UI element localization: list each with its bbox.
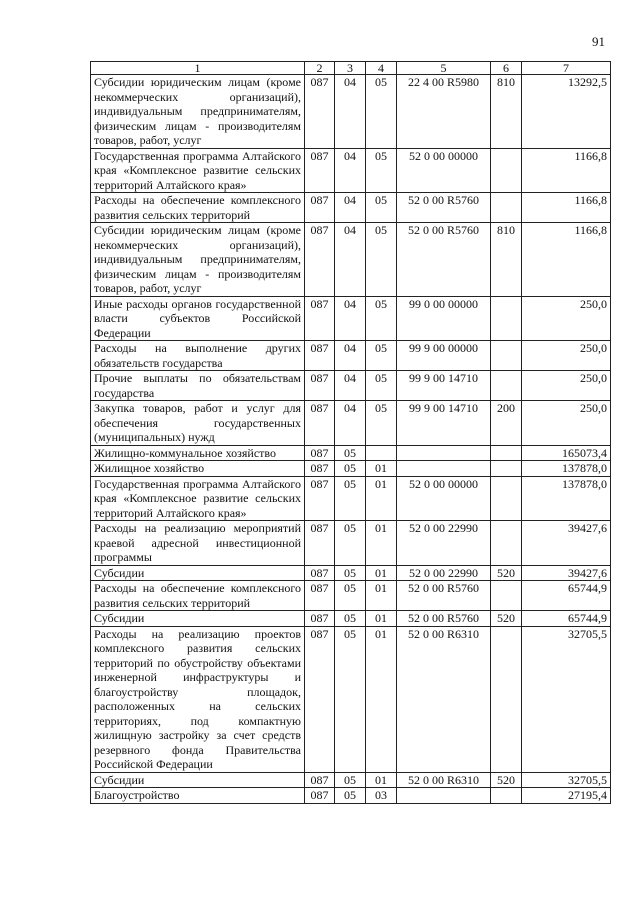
- subsection-code-cell: 05: [366, 371, 397, 401]
- section-code-cell: 04: [335, 296, 366, 341]
- table-row: [91, 223, 611, 297]
- table-row: [91, 445, 611, 461]
- section-code-cell: 05: [335, 565, 366, 581]
- section-code-cell: 05: [335, 445, 366, 461]
- target-article-cell: 52 0 00 00000: [397, 148, 491, 193]
- expense-type-cell: [491, 148, 522, 193]
- target-article-cell: 52 0 00 R6310: [397, 772, 491, 788]
- section-code-cell: 04: [335, 401, 366, 446]
- target-article-cell: 99 9 00 14710: [397, 401, 491, 446]
- section-code-cell: 04: [335, 148, 366, 193]
- table-row: [91, 75, 611, 149]
- expense-type-cell: 520: [491, 772, 522, 788]
- item-name-cell: Субсидии юридическим лицам (кроме некоммерческих организаций), индивидуальным предпринимателям, физическим лицам - производителям товаров, работ, услуг: [91, 75, 305, 149]
- expense-type-cell: [491, 371, 522, 401]
- grbs-code-cell: 087: [305, 611, 335, 627]
- table-row: [91, 461, 611, 477]
- column-header: 6: [491, 62, 522, 75]
- target-article-cell: 52 0 00 R5760: [397, 611, 491, 627]
- table-row: [91, 401, 611, 446]
- column-header: 5: [397, 62, 491, 75]
- grbs-code-cell: 087: [305, 148, 335, 193]
- table-row: [91, 788, 611, 804]
- target-article-cell: 99 9 00 00000: [397, 341, 491, 371]
- table-row: [91, 296, 611, 341]
- table-row: [91, 371, 611, 401]
- grbs-code-cell: 087: [305, 401, 335, 446]
- item-name-cell: Государственная программа Алтайского края «Комплексное развитие сельских территорий Алтайского края»: [91, 476, 305, 521]
- expense-type-cell: [491, 341, 522, 371]
- expense-type-cell: [491, 461, 522, 477]
- subsection-code-cell: 05: [366, 296, 397, 341]
- grbs-code-cell: 087: [305, 341, 335, 371]
- grbs-code-cell: 087: [305, 521, 335, 566]
- subsection-code-cell: 01: [366, 772, 397, 788]
- table-row: [91, 611, 611, 627]
- target-article-cell: 52 0 00 22990: [397, 521, 491, 566]
- expense-type-cell: 810: [491, 223, 522, 297]
- grbs-code-cell: 087: [305, 223, 335, 297]
- expense-type-cell: 520: [491, 611, 522, 627]
- target-article-cell: [397, 788, 491, 804]
- amount-cell: 1166,8: [522, 223, 611, 297]
- expense-type-cell: [491, 788, 522, 804]
- column-header: 2: [305, 62, 335, 75]
- grbs-code-cell: 087: [305, 476, 335, 521]
- item-name-cell: Прочие выплаты по обязательствам государства: [91, 371, 305, 401]
- target-article-cell: 99 0 00 00000: [397, 296, 491, 341]
- target-article-cell: [397, 461, 491, 477]
- item-name-cell: Субсидии: [91, 565, 305, 581]
- grbs-code-cell: 087: [305, 75, 335, 149]
- table-row: [91, 476, 611, 521]
- grbs-code-cell: 087: [305, 788, 335, 804]
- page-number: 91: [592, 34, 605, 49]
- subsection-code-cell: 05: [366, 75, 397, 149]
- item-name-cell: Жилищное хозяйство: [91, 461, 305, 477]
- expense-type-cell: 200: [491, 401, 522, 446]
- subsection-code-cell: [366, 445, 397, 461]
- subsection-code-cell: 01: [366, 626, 397, 772]
- amount-cell: 137878,0: [522, 476, 611, 521]
- item-name-cell: Государственная программа Алтайского края «Комплексное развитие сельских территорий Алтайского края»: [91, 148, 305, 193]
- item-name-cell: Расходы на реализацию мероприятий краевой адресной инвестиционной программы: [91, 521, 305, 566]
- item-name-cell: Расходы на выполнение других обязательств государства: [91, 341, 305, 371]
- subsection-code-cell: 01: [366, 461, 397, 477]
- subsection-code-cell: 01: [366, 565, 397, 581]
- subsection-code-cell: 01: [366, 611, 397, 627]
- target-article-cell: 22 4 00 R5980: [397, 75, 491, 149]
- grbs-code-cell: 087: [305, 296, 335, 341]
- header-row: [91, 62, 611, 75]
- amount-cell: 250,0: [522, 296, 611, 341]
- target-article-cell: 52 0 00 R5760: [397, 581, 491, 611]
- column-header: 7: [522, 62, 611, 75]
- subsection-code-cell: 03: [366, 788, 397, 804]
- grbs-code-cell: 087: [305, 772, 335, 788]
- expense-type-cell: [491, 581, 522, 611]
- expense-type-cell: [491, 476, 522, 521]
- amount-cell: 1166,8: [522, 148, 611, 193]
- table-row: [91, 565, 611, 581]
- section-code-cell: 04: [335, 223, 366, 297]
- section-code-cell: 05: [335, 788, 366, 804]
- amount-cell: 27195,4: [522, 788, 611, 804]
- grbs-code-cell: 087: [305, 445, 335, 461]
- target-article-cell: [397, 445, 491, 461]
- section-code-cell: 04: [335, 75, 366, 149]
- grbs-code-cell: 087: [305, 581, 335, 611]
- subsection-code-cell: 01: [366, 476, 397, 521]
- target-article-cell: 52 0 00 22990: [397, 565, 491, 581]
- target-article-cell: 52 0 00 00000: [397, 476, 491, 521]
- target-article-cell: 52 0 00 R5760: [397, 223, 491, 297]
- section-code-cell: 05: [335, 772, 366, 788]
- expense-type-cell: [491, 193, 522, 223]
- amount-cell: 39427,6: [522, 521, 611, 566]
- column-header: 4: [366, 62, 397, 75]
- grbs-code-cell: 087: [305, 193, 335, 223]
- section-code-cell: 04: [335, 371, 366, 401]
- target-article-cell: 52 0 00 R5760: [397, 193, 491, 223]
- table-row: [91, 626, 611, 772]
- section-code-cell: 05: [335, 521, 366, 566]
- section-code-cell: 05: [335, 581, 366, 611]
- subsection-code-cell: 01: [366, 521, 397, 566]
- subsection-code-cell: 05: [366, 223, 397, 297]
- amount-cell: 1166,8: [522, 193, 611, 223]
- amount-cell: 250,0: [522, 371, 611, 401]
- expense-type-cell: [491, 626, 522, 772]
- amount-cell: 250,0: [522, 401, 611, 446]
- column-header: 1: [91, 62, 305, 75]
- subsection-code-cell: 05: [366, 148, 397, 193]
- subsection-code-cell: 05: [366, 193, 397, 223]
- section-code-cell: 05: [335, 461, 366, 477]
- item-name-cell: Жилищно-коммунальное хозяйство: [91, 445, 305, 461]
- expense-type-cell: 810: [491, 75, 522, 149]
- expense-type-cell: [491, 445, 522, 461]
- table-row: [91, 772, 611, 788]
- item-name-cell: Иные расходы органов государственной власти субъектов Российской Федерации: [91, 296, 305, 341]
- section-code-cell: 04: [335, 341, 366, 371]
- subsection-code-cell: 05: [366, 401, 397, 446]
- item-name-cell: Субсидии: [91, 611, 305, 627]
- column-header: 3: [335, 62, 366, 75]
- subsection-code-cell: 05: [366, 341, 397, 371]
- grbs-code-cell: 087: [305, 371, 335, 401]
- budget-table: [90, 61, 611, 804]
- amount-cell: 32705,5: [522, 772, 611, 788]
- amount-cell: 13292,5: [522, 75, 611, 149]
- table-row: [91, 341, 611, 371]
- section-code-cell: 04: [335, 193, 366, 223]
- item-name-cell: Благоустройство: [91, 788, 305, 804]
- expense-type-cell: 520: [491, 565, 522, 581]
- item-name-cell: Субсидии: [91, 772, 305, 788]
- grbs-code-cell: 087: [305, 626, 335, 772]
- item-name-cell: Субсидии юридическим лицам (кроме некоммерческих организаций), индивидуальным предпринимателям, физическим лицам - производителям товаров, работ, услуг: [91, 223, 305, 297]
- grbs-code-cell: 087: [305, 565, 335, 581]
- item-name-cell: Расходы на обеспечение комплексного развития сельских территорий: [91, 193, 305, 223]
- section-code-cell: 05: [335, 476, 366, 521]
- section-code-cell: 05: [335, 611, 366, 627]
- amount-cell: 250,0: [522, 341, 611, 371]
- amount-cell: 39427,6: [522, 565, 611, 581]
- subsection-code-cell: 01: [366, 581, 397, 611]
- item-name-cell: Закупка товаров, работ и услуг для обеспечения государственных (муниципальных) нужд: [91, 401, 305, 446]
- table-row: [91, 148, 611, 193]
- section-code-cell: 05: [335, 626, 366, 772]
- table-row: [91, 521, 611, 566]
- amount-cell: 137878,0: [522, 461, 611, 477]
- grbs-code-cell: 087: [305, 461, 335, 477]
- item-name-cell: Расходы на реализацию проектов комплексного развития сельских территорий по обустройству объектами инженерной инфраструктуры и благоустройству площадок, расположенных на сельских территориях, под компактную жилищную застройку за счет средств резервного фонда Правительства Российской Федерации: [91, 626, 305, 772]
- expense-type-cell: [491, 521, 522, 566]
- table-row: [91, 193, 611, 223]
- amount-cell: 65744,9: [522, 611, 611, 627]
- amount-cell: 65744,9: [522, 581, 611, 611]
- expense-type-cell: [491, 296, 522, 341]
- target-article-cell: 52 0 00 R6310: [397, 626, 491, 772]
- target-article-cell: 99 9 00 14710: [397, 371, 491, 401]
- table-row: [91, 581, 611, 611]
- item-name-cell: Расходы на обеспечение комплексного развития сельских территорий: [91, 581, 305, 611]
- amount-cell: 165073,4: [522, 445, 611, 461]
- amount-cell: 32705,5: [522, 626, 611, 772]
